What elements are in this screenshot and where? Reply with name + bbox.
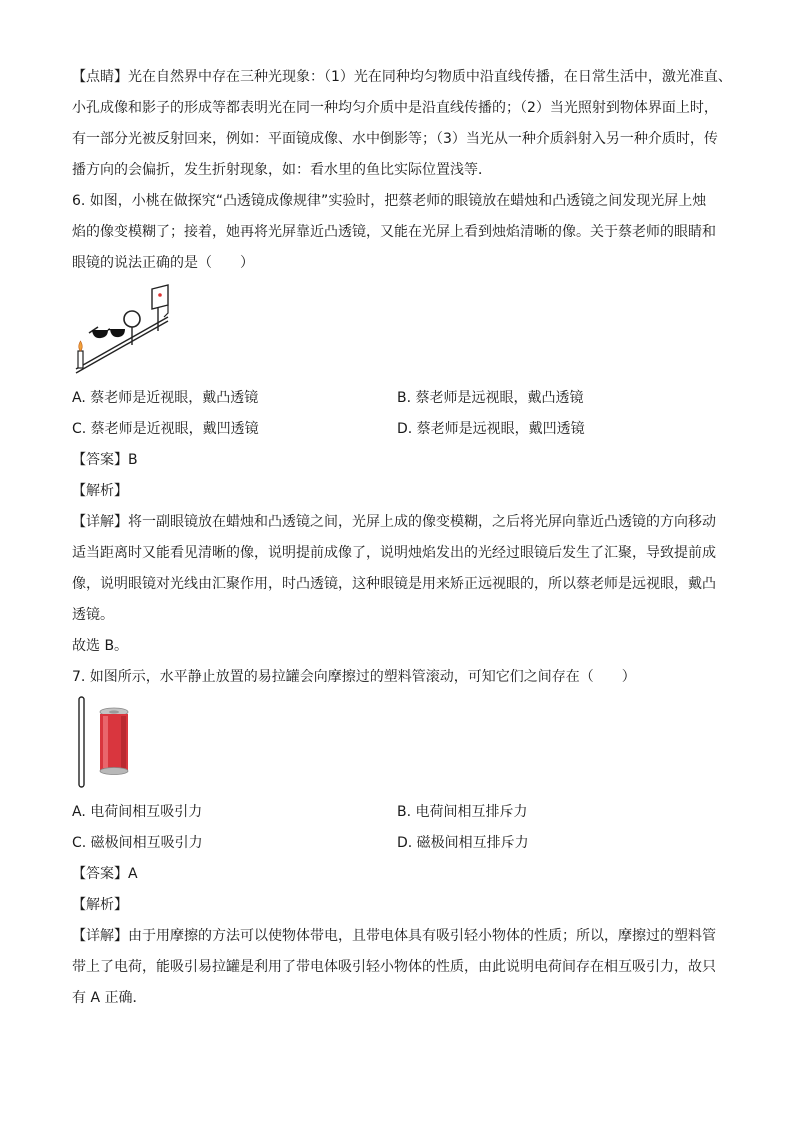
- note-line: 小孔成像和影子的形成等都表明光在同一种均匀介质中是沿直线传播的；（2）当光照射到物体界面上时，: [72, 100, 718, 116]
- optical-bench-diagram: [72, 283, 182, 383]
- option-a[interactable]: A. 电荷间相互吸引力: [72, 804, 203, 820]
- question-stem-line: 6. 如图，小桃在做探究“凸透镜成像规律”实验时，把蔡老师的眼镜放在蜡烛和凸透镜之间发现光屏上烛: [72, 193, 707, 209]
- can-and-tube-figure: [72, 695, 732, 791]
- options-row: [72, 828, 732, 859]
- detail-line: 透镜。: [72, 607, 114, 623]
- note-line: 有一部分光被反射回来，例如：平面镜成像、水中倒影等；（3）当光从一种介质斜射入另一种介质时，传: [72, 131, 718, 147]
- analysis-heading: 【解析】: [72, 897, 128, 913]
- note-line: 【点睛】光在自然界中存在三种光现象：（1）光在同种均匀物质中沿直线传播，在日常生活中，激光准直、: [72, 69, 732, 85]
- conclusion-line: 故选 B。: [72, 638, 129, 654]
- question-stem-line: 7. 如图所示，水平静止放置的易拉罐会向摩擦过的塑料管滚动，可知它们之间存在（ ）: [72, 669, 636, 685]
- question-7: [72, 662, 732, 1014]
- detail-line: 适当距离时又能看见清晰的像，说明提前成像了，说明烛焰发出的光经过眼镜后发生了汇聚，导致提前成: [72, 545, 716, 561]
- option-b[interactable]: B. 电荷间相互排斥力: [397, 804, 528, 820]
- options-row: [72, 414, 732, 445]
- question-stem-line: 焰的像变模糊了；接着，她再将光屏靠近凸透镜，又能在光屏上看到烛焰清晰的像。关于蔡老师的眼睛和: [72, 224, 716, 240]
- detail-line: 像，说明眼镜对光线由汇聚作用，时凸透镜，这种眼镜是用来矫正远视眼的，所以蔡老师是远视眼，戴凸: [72, 576, 716, 592]
- option-d[interactable]: D. 蔡老师是远视眼，戴凹透镜: [397, 421, 585, 437]
- analysis-heading: 【解析】: [72, 483, 128, 499]
- question-6: [72, 186, 732, 662]
- detail-line: 带上了电荷，能吸引易拉罐是利用了带电体吸引轻小物体的性质，由此说明电荷间存在相互吸引力，故只: [72, 959, 716, 975]
- option-a[interactable]: A. 蔡老师是近视眼，戴凸透镜: [72, 390, 259, 406]
- options-row: [72, 797, 732, 828]
- can-tube-diagram: [72, 695, 162, 791]
- lens-experiment-figure: [72, 283, 732, 383]
- option-c[interactable]: C. 蔡老师是近视眼，戴凹透镜: [72, 421, 259, 437]
- detail-line: 【详解】将一副眼镜放在蜡烛和凸透镜之间，光屏上成的像变模糊，之后将光屏向靠近凸透镜的方向移动: [72, 514, 716, 530]
- option-d[interactable]: D. 磁极间相互排斥力: [397, 835, 529, 851]
- answer-line: 【答案】B: [72, 452, 138, 468]
- previous-note: [72, 62, 732, 186]
- options-row: [72, 383, 732, 414]
- detail-line: 【详解】由于用摩擦的方法可以使物体带电，且带电体具有吸引轻小物体的性质；所以，摩擦过的塑料管: [72, 928, 716, 944]
- document-page: [72, 62, 732, 1014]
- question-stem-line: 眼镜的说法正确的是（ ）: [72, 255, 254, 271]
- option-b[interactable]: B. 蔡老师是远视眼，戴凸透镜: [397, 390, 584, 406]
- answer-line: 【答案】A: [72, 866, 138, 882]
- option-c[interactable]: C. 磁极间相互吸引力: [72, 835, 203, 851]
- detail-line: 有 A 正确．: [72, 990, 147, 1006]
- note-line: 播方向的会偏折，发生折射现象，如：看水里的鱼比实际位置浅等．: [72, 162, 492, 178]
